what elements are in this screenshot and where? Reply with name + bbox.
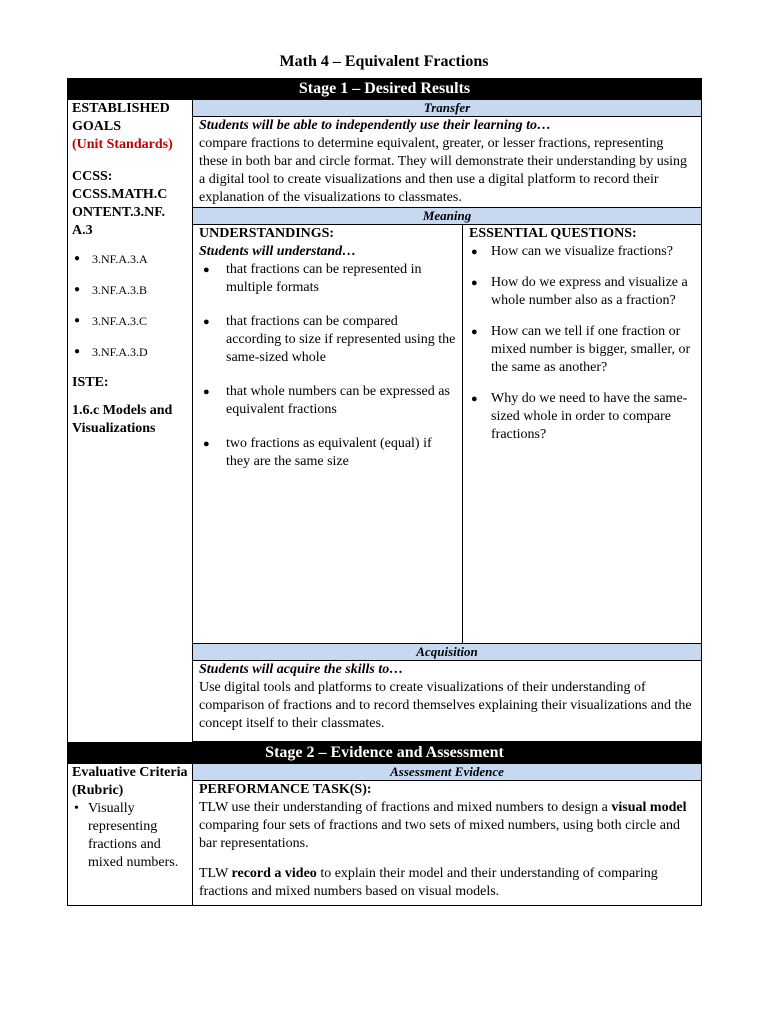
p1-bold-text: visual model (611, 800, 687, 815)
essential-questions-list (469, 243, 695, 444)
assessment-evidence-band: Assessment Evidence (193, 764, 702, 781)
essential-question-item: ● How do we express and visualize a whole number also as a fraction? (469, 274, 695, 310)
assessment-band-row (68, 764, 702, 781)
p2-bold-text: record a video (231, 866, 317, 881)
p2-text-b: to explain their model and their understanding of comparing fractions and mixed numbers based on visual models. (199, 866, 658, 899)
essential-question-item: ● Why do we need to have the same-sized whole in order to compare fractions? (469, 390, 695, 444)
transfer-band-row (68, 100, 702, 117)
p1-text-a: TLW use their understanding of fractions and mixed numbers to design a (199, 800, 612, 815)
standard-item: ● 3.NF.A.3.C (72, 312, 188, 330)
evaluative-criteria-cell (68, 764, 193, 906)
acquisition-band: Acquisition (193, 644, 702, 661)
page-title: Math 4 – Equivalent Fractions (279, 53, 489, 70)
acquisition-text: Use digital tools and platforms to create visualizations of their understanding of comparison of fractions and to record themselves explaining their visualizations and the concept itself to their classmates. (199, 680, 692, 731)
stage2-heading: Stage 2 – Evidence and Assessment (68, 743, 702, 764)
standard-item: ● 3.NF.A.3.D (72, 343, 188, 361)
performance-task-heading: PERFORMANCE TASK(S): (199, 782, 372, 797)
essential-questions-heading: ESSENTIAL QUESTIONS: (469, 226, 637, 241)
acquisition-cell (193, 661, 702, 742)
performance-task-paragraph-1 (199, 799, 695, 853)
ccss-code-line3: A.3 (72, 223, 93, 238)
unit-standards-label: (Unit Standards) (72, 137, 173, 152)
understanding-item: ● that whole numbers can be expressed as equivalent fractions (199, 383, 456, 419)
acquisition-lead: Students will acquire the skills to… (199, 662, 404, 677)
criteria-item: • Visually representing fractions and mixed numbers. (72, 800, 188, 872)
ccss-label: CCSS: (72, 169, 113, 184)
iste-label: ISTE: (72, 375, 109, 390)
transfer-lead: Students will be able to independently use their learning to… (199, 118, 551, 133)
transfer-band: Transfer (193, 100, 702, 117)
understandings-heading: UNDERSTANDINGS: (199, 226, 335, 241)
understanding-item: ● that fractions can be compared according to size if represented using the same-sized whole (199, 313, 456, 367)
p1-text-b: comparing four sets of fractions and two sets of mixed numbers, using both circle and bar representations. (199, 818, 680, 851)
performance-task-paragraph-2 (199, 865, 695, 901)
meaning-band: Meaning (193, 208, 702, 225)
standards-list (72, 250, 188, 361)
understandings-lead: Students will understand… (199, 244, 357, 259)
goals-heading-line1: ESTABLISHED (72, 101, 170, 116)
ccss-code-line2: ONTENT.3.NF. (72, 205, 165, 220)
understandings-list (199, 261, 456, 471)
ccss-code-line1: CCSS.MATH.C (72, 187, 168, 202)
standard-item: ● 3.NF.A.3.A (72, 250, 188, 268)
standard-item: ● 3.NF.A.3.B (72, 281, 188, 299)
stage1-header-row (68, 79, 702, 100)
understanding-item: ● two fractions as equivalent (equal) if they are the same size (199, 435, 456, 471)
understandings-cell (193, 225, 463, 644)
evaluative-criteria-heading: Evaluative Criteria (Rubric) (72, 765, 188, 798)
transfer-text: compare fractions to determine equivalent, greater, or lesser fractions, representing these in both bar and circle format. They will demonstrate their understanding by using a digital tool to create visualizations and then use a digital platform to record their explanation of the visualizations to classmates. (199, 136, 688, 205)
iste-standard: 1.6.c Models and Visualizations (72, 403, 173, 436)
ubd-table (67, 78, 702, 906)
transfer-cell (193, 117, 702, 208)
essential-question-item: ● How can we visualize fractions? (469, 243, 695, 261)
p2-text-a: TLW (199, 866, 232, 881)
understanding-item: ● that fractions can be represented in multiple formats (199, 261, 456, 297)
stage2-header-row (68, 743, 702, 764)
essential-questions-cell (463, 225, 702, 644)
assessment-evidence-cell (193, 781, 702, 906)
stage1-heading: Stage 1 – Desired Results (68, 79, 702, 100)
established-goals-cell (68, 100, 193, 743)
essential-question-item: ● How can we tell if one fraction or mixed number is bigger, smaller, or the same as another? (469, 323, 695, 377)
goals-heading-line2: GOALS (72, 119, 122, 134)
criteria-list (72, 800, 188, 872)
